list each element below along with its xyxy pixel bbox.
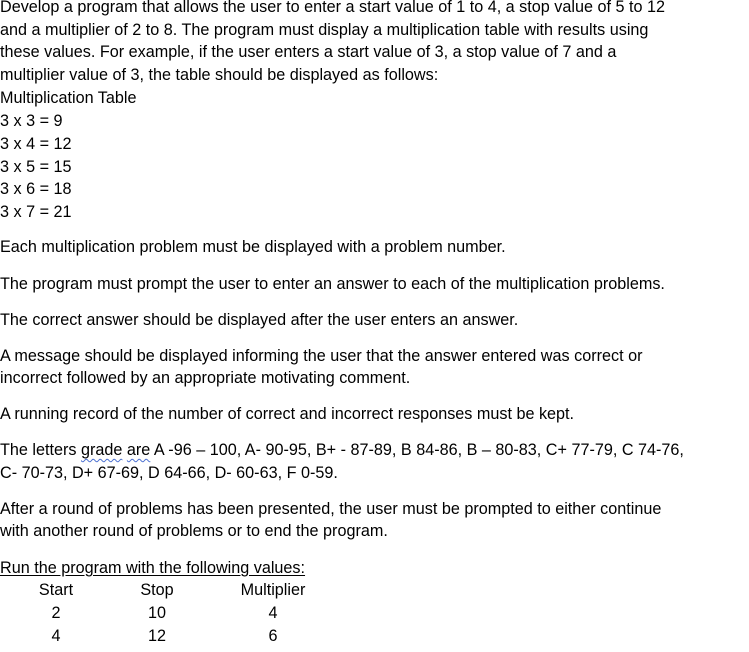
example-row: 3 x 4 = 12 bbox=[0, 135, 72, 153]
grades-rest: A -96 – 100, A- 90-95, B+ - 87-89, B 84-86, B – 80-83, C+ 77-79, C 74-76, bbox=[150, 441, 684, 459]
example-row: 3 x 7 = 21 bbox=[0, 203, 72, 221]
grades-line-2: C- 70-73, D+ 67-69, D 64-66, D- 60-63, F 0-59. bbox=[0, 464, 338, 482]
header-multiplier: Multiplier bbox=[240, 581, 306, 599]
run-values-heading: Run the program with the following values: bbox=[0, 559, 306, 577]
example-table-title: Multiplication Table bbox=[0, 89, 137, 107]
round-line-1: After a round of problems has been presented, the user must be prompted to either continue bbox=[0, 500, 662, 518]
cell-multiplier: 6 bbox=[268, 627, 278, 645]
cell-start: 4 bbox=[51, 627, 61, 645]
req-problem-number: Each multiplication problem must be displayed with a problem number. bbox=[0, 238, 506, 256]
intro-line-1: Develop a program that allows the user to enter a start value of 1 to 4, a stop value of 5 to 12 bbox=[0, 0, 665, 16]
intro-line-4: multiplier value of 3, the table should be displayed as follows: bbox=[0, 66, 439, 84]
intro-line-3: these values. For example, if the user enters a start value of 3, a stop value of 7 and a bbox=[0, 43, 617, 61]
grades-line-1 bbox=[0, 439, 684, 461]
grades-prefix: The letters bbox=[0, 441, 81, 459]
example-row: 3 x 6 = 18 bbox=[0, 180, 72, 198]
round-line-2: with another round of problems or to end the program. bbox=[0, 522, 388, 540]
req-prompt-answer: The program must prompt the user to enter an answer to each of the multiplication problems. bbox=[0, 275, 665, 293]
req-running-record: A running record of the number of correct and incorrect responses must be kept. bbox=[0, 405, 575, 423]
grammar-flagged-word: grade bbox=[80, 441, 123, 459]
header-stop: Stop bbox=[140, 581, 174, 599]
cell-start: 2 bbox=[51, 604, 61, 622]
grammar-flagged-word: are bbox=[126, 441, 151, 459]
intro-line-2: and a multiplier of 2 to 8. The program must display a multiplication table with results using bbox=[0, 21, 649, 39]
header-start: Start bbox=[38, 581, 74, 599]
cell-stop: 10 bbox=[147, 604, 166, 622]
req-message-line-2: incorrect followed by an appropriate motivating comment. bbox=[0, 369, 411, 387]
req-correct-answer: The correct answer should be displayed after the user enters an answer. bbox=[0, 311, 519, 329]
example-row: 3 x 5 = 15 bbox=[0, 158, 72, 176]
req-message-line-1: A message should be displayed informing the user that the answer entered was correct or bbox=[0, 347, 643, 365]
example-row: 3 x 3 = 9 bbox=[0, 112, 63, 130]
cell-stop: 12 bbox=[147, 627, 166, 645]
cell-multiplier: 4 bbox=[268, 604, 278, 622]
